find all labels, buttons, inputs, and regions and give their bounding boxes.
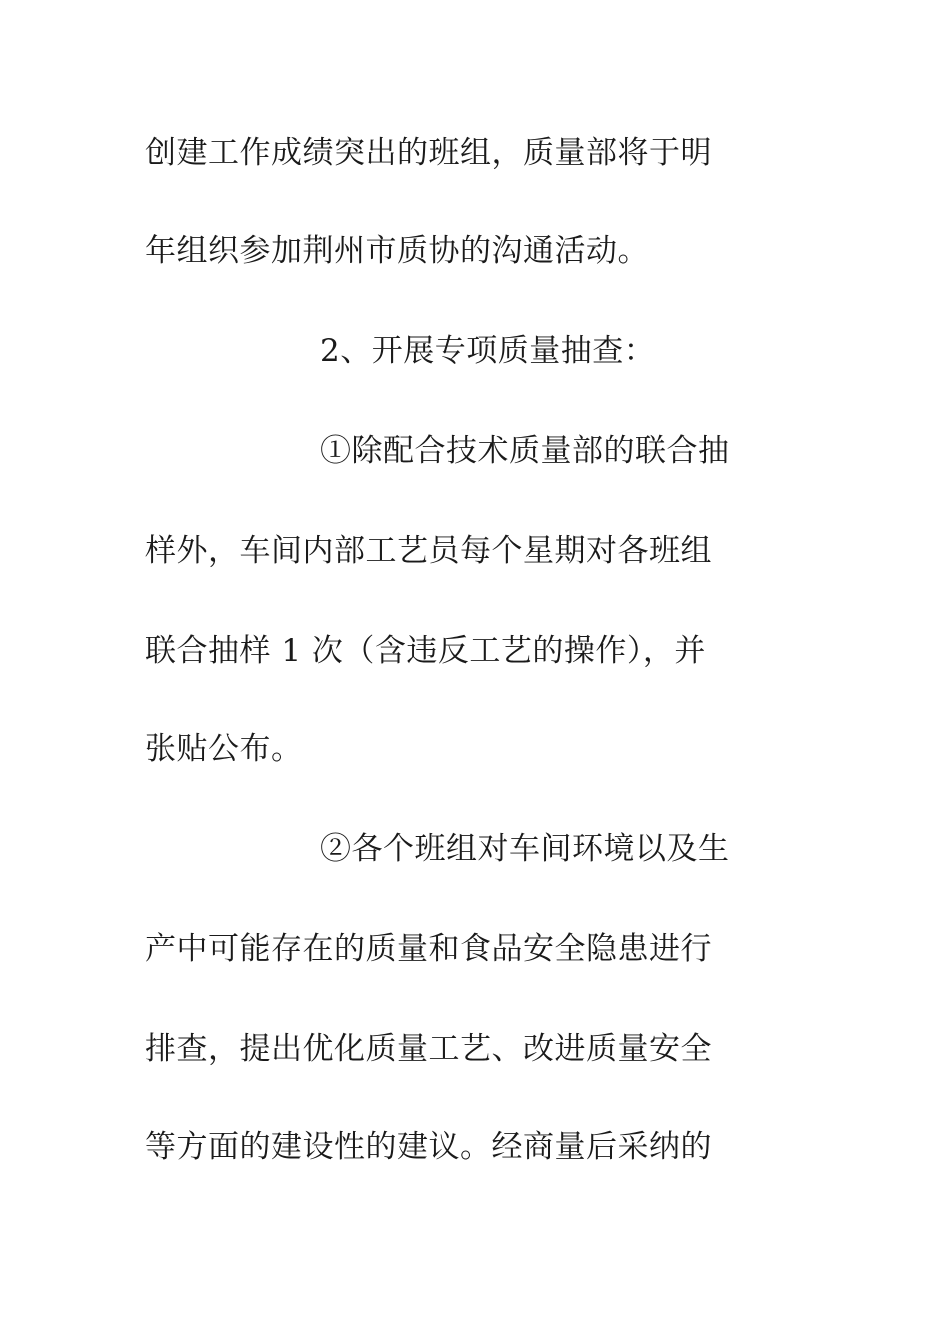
- text-line-11: 等方面的建设性的建议。经商量后采纳的: [145, 1129, 712, 1165]
- text-line-1: 创建工作成绩突出的班组，质量部将于明: [145, 135, 712, 171]
- text-line-4: ①除配合技术质量部的联合抽: [320, 433, 730, 469]
- text-line-10: 排查，提出优化质量工艺、改进质量安全: [145, 1031, 712, 1067]
- text-line-2: 年组织参加荆州市质协的沟通活动。: [145, 233, 649, 269]
- text-line-7: 张贴公布。: [145, 731, 303, 767]
- text-line-9: 产中可能存在的质量和食品安全隐患进行: [145, 931, 712, 967]
- text-line-6: 联合抽样 1 次（含违反工艺的操作），并: [145, 633, 706, 669]
- text-line-8: ②各个班组对车间环境以及生: [320, 831, 730, 867]
- text-line-5: 样外，车间内部工艺员每个星期对各班组: [145, 533, 712, 569]
- section-heading: 2、开展专项质量抽查：: [320, 333, 656, 369]
